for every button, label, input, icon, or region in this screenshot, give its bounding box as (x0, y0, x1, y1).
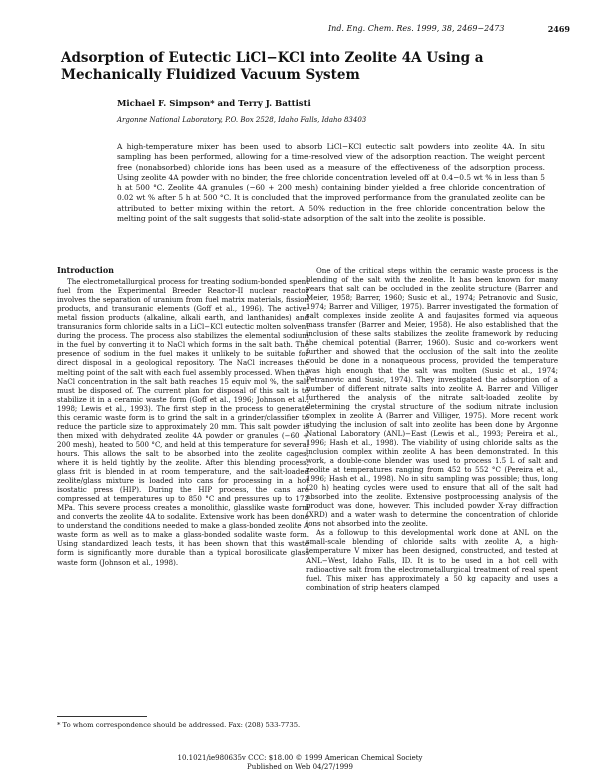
body-paragraph: One of the critical steps within the ceramic waste process is the blending of the salt with the zeolite. It has been known for many years that salt can be occluded in the zeolite structure (Barrer and Meier, 1958; Barrer, 1960; Susic et al., 1974; Petranovic and Susic, 1974; Barrer and Villiger, 1975). Barrer investigated the formation of salt complexes inside zeolite A and faujasites formed via aqueous mass transfer (Barrer and Meier, 1958). He also established that the inclusion of these salts stabilizes the zeolite framework by reducing the chemical potential (Barrer, 1960). Susic and co-workers went further and showed that the occlusion of the salt into the zeolite could be done in a nonaqueous process, provided the temperature was high enough that the salt was molten (Susic et al., 1974; Petranovic and Susic, 1974). They investigated the adsorption of a number of different nitrate salts into zeolite A. Barrer and Villiger furthered the analysis of the nitrate salt-loaded zeolite by determining the crystal structure of the sodium nitrate inclusion complex in zeolite A (Barrer and Villiger, 1975). More recent work studying the inclusion of salt into zeolite has been done by Argonne National Laboratory (ANL)−East (Lewis et al., 1993; Pereira et al., 1996; Hash et al., 1998). The viability of using chloride salts as the inclusion complex within zeolite A has been demonstrated. In this work, a double-cone blender was used to process 1.5 L of salt and zeolite at temperatures ranging from 452 to 552 °C (Pereira et al., 1996; Hash et al., 1998). No in situ sampling was possible; thus, long (20 h) heating cycles were used to ensure that all of the salt had absorbed into the zeolite. Extensive postprocessing analysis of the product was done, however. This included powder X-ray diffraction (XRD) and a water wash to determine the concentration of chloride ions not absorbed into the zeolite. (306, 266, 558, 529)
section-heading-introduction: Introduction (57, 265, 114, 275)
right-column (306, 266, 558, 592)
article-title: Adsorption of Eutectic LiCl−KCl into Zeolite 4A Using a Mechanically Fluidized Vacuum System (61, 50, 484, 83)
doi-copyright-line: 10.1021/ie980635v CCC: $18.00 © 1999 American Chemical Society (177, 754, 423, 762)
affiliation: Argonne National Laboratory, P.O. Box 2528, Idaho Falls, Idaho 83403 (117, 116, 367, 124)
journal-citation: Ind. Eng. Chem. Res. 1999, 38, 2469−2473 (328, 24, 505, 33)
abstract: A high-temperature mixer has been used to absorb LiCl−KCl eutectic salt powders into zeolite 4A. In situ sampling has been performed, allowing for a time-resolved view of the adsorption reaction. The weight percent free (nonabsorbed) chloride ions has been used as a measure of the effectiveness of the adsorption process. Using zeolite 4A powder with no binder, the free chloride concentration leveled off at 0.4−0.5 wt % in less than 5 h at 500 °C. Zeolite 4A granules (−60 + 200 mesh) containing binder yielded a free chloride concentration of 0.02 wt % after 5 h at 500 °C. It is concluded that the improved performance from the granulated zeolite can be attributed to better mixing within the retort. A 50% reduction in the free chloride concentration below the melting point of the salt suggests that solid-state adsorption of the salt into the zeolite is possible. (117, 142, 545, 224)
correspondence-footnote: * To whom correspondence should be addressed. Fax: (208) 533-7735. (57, 721, 301, 729)
publication-footer (170, 754, 430, 771)
body-paragraph: The electrometallurgical process for treating sodium-bonded spent fuel from the Experimental Breeder Reactor-II nuclear reactor involves the separation of uranium from fuel matrix materials, fission products, and transuranic elements (Goff et al., 1996). The active-metal fission products (alkaline, alkali earth, and lanthanides) and transuranics form chloride salts in a LiCl−KCl eutectic molten solvent during the process. The process also stabilizes the elemental sodium in the fuel by converting it to NaCl which forms in the salt bath. The presence of sodium in the fuel makes it unlikely to be suitable for direct disposal in a geological repository. The NaCl increases the melting point of the salt with each fuel assembly processed. When the NaCl concentration in the salt bath reaches 15 equiv mol %, the salt must be disposed of. The current plan for disposal of this salt is to stabilize it in a ceramic waste form (Goff et al., 1996; Johnson et al., 1998; Lewis et al., 1993). The first step in the process to generate this ceramic waste form is to grind the salt in a grinder/classifier to reduce the particle size to approximately 20 mm. This salt powder is then mixed with dehydrated zeolite 4A powder or granules (−60 + 200 mesh), heated to 500 °C, and held at this temperature for several hours. This allows the salt to be absorbed into the zeolite cages, where it is held tightly by the zeolite. After this blending process, glass frit is blended in at room temperature, and the salt-loaded zeolite/glass mixture is loaded into cans for processing in a hot isostatic press (HIP). During the HIP process, the cans are compressed at temperatures up to 850 °C and pressures up to 172 MPa. This severe process creates a monolithic, glasslike waste form and converts the zeolite 4A to sodalite. Extensive work has been done to understand the conditions needed to make a glass-bonded zeolite A waste form as well as to make a glass-bonded sodalite waste form. Using standardized leach tests, it has been shown that this waste form is significantly more durable than a typical borosilicate glass waste form (Johnson et al., 1998). (57, 277, 309, 567)
published-date-line: Published on Web 04/27/1999 (247, 762, 353, 771)
footnote-divider (57, 716, 147, 717)
left-column (57, 266, 309, 567)
page-number: 2469 (547, 24, 570, 34)
author-list: Michael F. Simpson* and Terry J. Battisti (117, 99, 311, 109)
body-paragraph: As a followup to this developmental work done at ANL on the small-scale blending of chloride salts with zeolite A, a high-temperature V mixer has been designed, constructed, and tested at ANL−West, Idaho Falls, ID. It is to be used in a hot cell with radioactive salt from the electrometallurgical treatment of real spent fuel. This mixer has approximately a 50 kg capacity and uses a combination of strip heaters clamped (306, 528, 558, 592)
